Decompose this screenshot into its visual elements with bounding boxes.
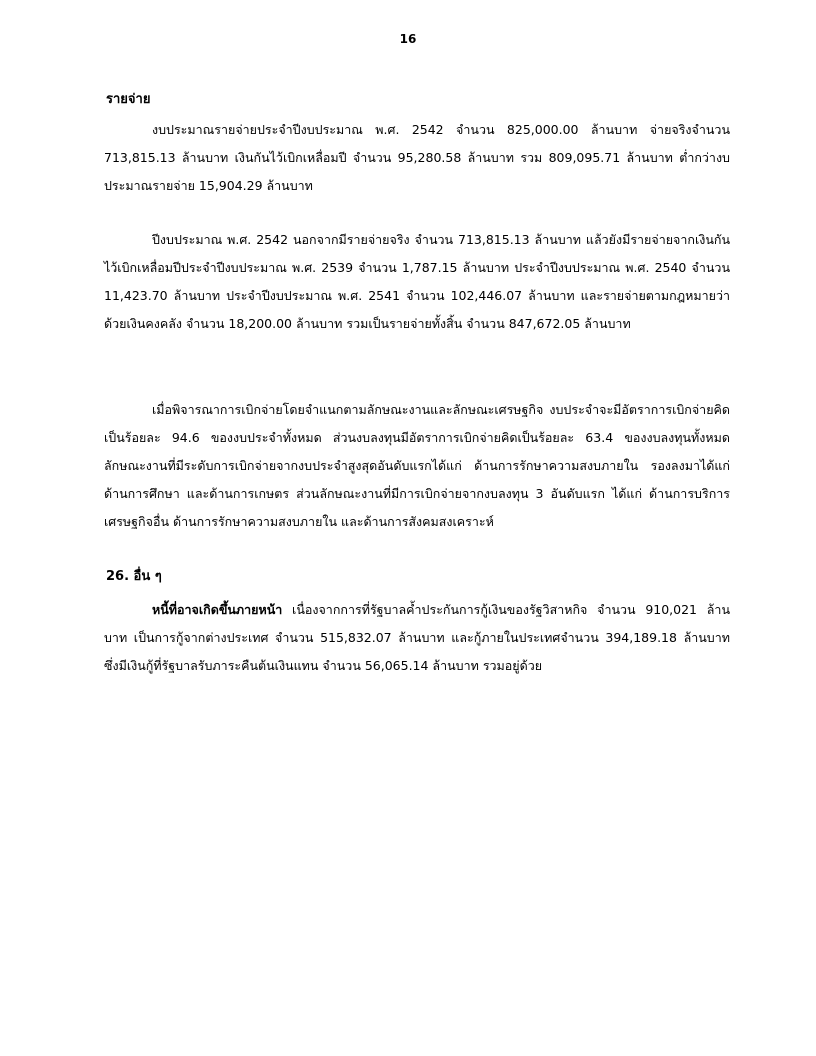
others-heading: 26. อื่น ๆ bbox=[106, 569, 162, 584]
others-paragraph bbox=[104, 596, 730, 680]
expenditure-paragraph-1: งบประมาณรายจ่ายประจำปีงบประมาณ พ.ศ. 2542 จำนวน 825,000.00 ล้านบาท จ่ายจริงจำนวน 713,815.13 ล้านบาท เงินกันไว้เบิกเหลื่อมปี จำนวน 95,280.58 ล้านบาท รวม 809,095.71 ล้านบาท ต่ำกว่างบประมาณรายจ่าย 15,904.29 ล้านบาท bbox=[104, 122, 730, 193]
page-number: 16 bbox=[399, 32, 417, 46]
expenditure-paragraph-3: เมื่อพิจารณาการเบิกจ่ายโดยจำแนกตามลักษณะงานและลักษณะเศรษฐกิจ งบประจำจะมีอัตราการเบิกจ่ายคิดเป็นร้อยละ 94.6 ของงบประจำทั้งหมด ส่วนงบลงทุนมีอัตราการเบิกจ่ายคิดเป็นร้อยละ 63.4 ของงบลงทุนทั้งหมด ลักษณะงานที่มีระดับการเบิกจ่ายจากงบประจำสูงสุดอันดับแรกได้แก่ ด้านการรักษาความสงบภายใน รองลงมาได้แก่ ด้านการศึกษา และด้านการเกษตร ส่วนลักษณะงานที่มีการเบิกจ่ายจากงบลงทุน 3 อันดับแรก ได้แก่ ด้านการบริการเศรษฐกิจอื่น ด้านการรักษาความสงบภายใน และด้านการสังคมสงเคราะห์ bbox=[104, 402, 730, 529]
expenditure-paragraph-2: ปีงบประมาณ พ.ศ. 2542 นอกจากมีรายจ่ายจริง จำนวน 713,815.13 ล้านบาท แล้วยังมีรายจ่ายจากเงินกันไว้เบิกเหลื่อมปีประจำปีงบประมาณ พ.ศ. 2539 จำนวน 1,787.15 ล้านบาท ประจำปีงบประมาณ พ.ศ. 2540 จำนวน 11,423.70 ล้านบาท ประจำปีงบประมาณ พ.ศ. 2541 จำนวน 102,446.07 ล้านบาท และรายจ่ายตามกฎหมายว่าด้วยเงินคงคลัง จำนวน 18,200.00 ล้านบาท รวมเป็นรายจ่ายทั้งสิ้น จำนวน 847,672.05 ล้านบาท bbox=[104, 232, 730, 331]
contingent-liabilities-lead: หนี้ที่อาจเกิดขึ้นภายหน้า bbox=[152, 602, 283, 617]
others-paragraph-body: เนื่องจากการที่รัฐบาลค้ำประกันการกู้เงินของรัฐวิสาหกิจ จำนวน 910,021 ล้านบาท เป็นการกู้จากต่างประเทศ จำนวน 515,832.07 ล้านบาท และกู้ภายในประเทศจำนวน 394,189.18 ล้านบาท ซึ่งมีเงินกู้ที่รัฐบาลรับภาระคืนต้นเงินแทน จำนวน 56,065.14 ล้านบาท รวมอยู่ด้วย bbox=[104, 602, 730, 673]
expenditure-heading: รายจ่าย bbox=[106, 92, 151, 107]
